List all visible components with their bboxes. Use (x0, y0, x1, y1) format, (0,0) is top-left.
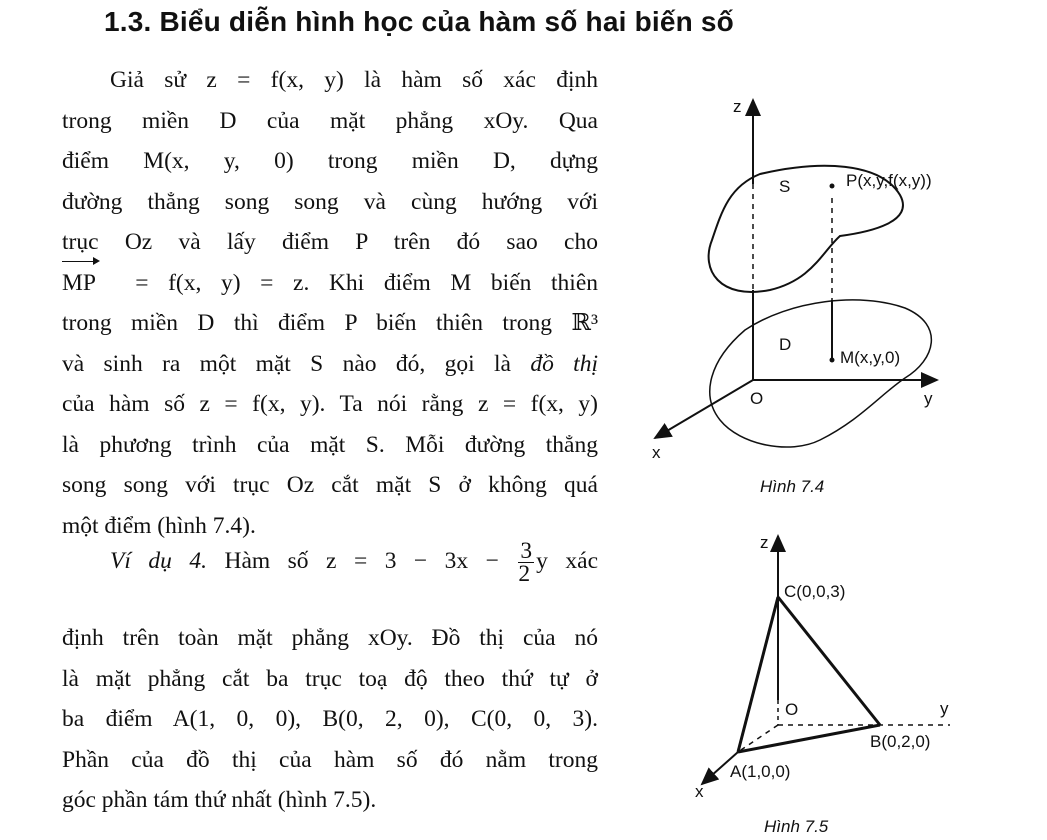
text-line: định trên toàn mặt phẳng xOy. Đồ thị của nó (62, 625, 598, 651)
point-m (830, 358, 835, 363)
text-line: của hàm số z = f(x, y). Ta nói rằng z = f(x, y) (62, 391, 598, 417)
text-line: là phương trình của mặt S. Mỗi đường thẳng (62, 431, 598, 458)
text-line: đường thẳng song song và cùng hướng với (62, 188, 598, 215)
label-m: M(x,y,0) (840, 348, 901, 367)
text-line: là mặt phẳng cắt ba trục toạ độ theo thứ tự ở (62, 665, 598, 692)
caption-7-4: Hình 7.4 (760, 477, 825, 496)
text-line: điểm M(x, y, 0) trong miền D, dựng (62, 148, 598, 174)
text-line: ba điểm A(1, 0, 0), B(0, 2, 0), C(0, 0, 3). (62, 706, 598, 732)
x-axis (655, 380, 753, 438)
text-line: và sinh ra một mặt S nào đó, gọi là đồ thị (62, 350, 598, 377)
text-line: Ví dụ 4. Hàm số z = 3 − 3x − $\frac{3}{2}$ y xác (110, 538, 599, 587)
text-line: Phần của đồ thị của hàm số đó nằm trong (62, 746, 598, 773)
label-z: z (760, 533, 769, 552)
point-p (830, 184, 835, 189)
label-x: x (652, 443, 661, 462)
label-c: C(0,0,3) (784, 582, 846, 601)
label-y: y (940, 699, 949, 718)
label-x: x (695, 782, 704, 801)
text-line: trong miền D thì điểm P biến thiên trong ℝ³ (62, 310, 598, 336)
label-d: D (779, 335, 792, 354)
label-y: y (924, 389, 933, 408)
label-z: z (733, 97, 742, 116)
label-a: A(1,0,0) (730, 762, 791, 781)
edge-ca (738, 597, 778, 752)
label-b: B(0,2,0) (870, 732, 931, 751)
text-line: song song với trục Oz cắt mặt S ở không quá (62, 472, 598, 498)
text-line: Giả sử z = f(x, y) là hàm số xác định (110, 67, 598, 93)
r3-symbol: ℝ³ (571, 310, 598, 336)
graph-term: đồ thị (530, 350, 598, 377)
domain-d (710, 300, 932, 447)
label-p: P(x,y,f(x,y)) (846, 171, 932, 190)
label-s: S (779, 177, 791, 196)
text-line: một điểm (hình 7.4). (62, 512, 256, 539)
caption-7-5: Hình 7.5 (764, 817, 829, 836)
text-line: trục Oz và lấy điểm P trên đó sao cho (62, 229, 598, 255)
text-line: trong miền D của mặt phẳng xOy. Qua (62, 107, 598, 134)
text-line: MP = f(x, y) = z. Khi điểm M biến thiên (62, 263, 598, 304)
figure-7-5 (695, 533, 950, 836)
fraction: $\frac{3}{2}$ (518, 538, 533, 587)
example-label: Ví dụ 4. (110, 547, 207, 574)
section-heading: 1.3. Biểu diễn hình học của hàm số hai biến số (104, 6, 734, 37)
figure-7-4 (652, 97, 937, 496)
vector-mp: MP (62, 263, 96, 304)
label-o: O (750, 389, 764, 408)
label-o: O (785, 700, 799, 719)
text-line: góc phần tám thứ nhất (hình 7.5). (62, 787, 377, 813)
